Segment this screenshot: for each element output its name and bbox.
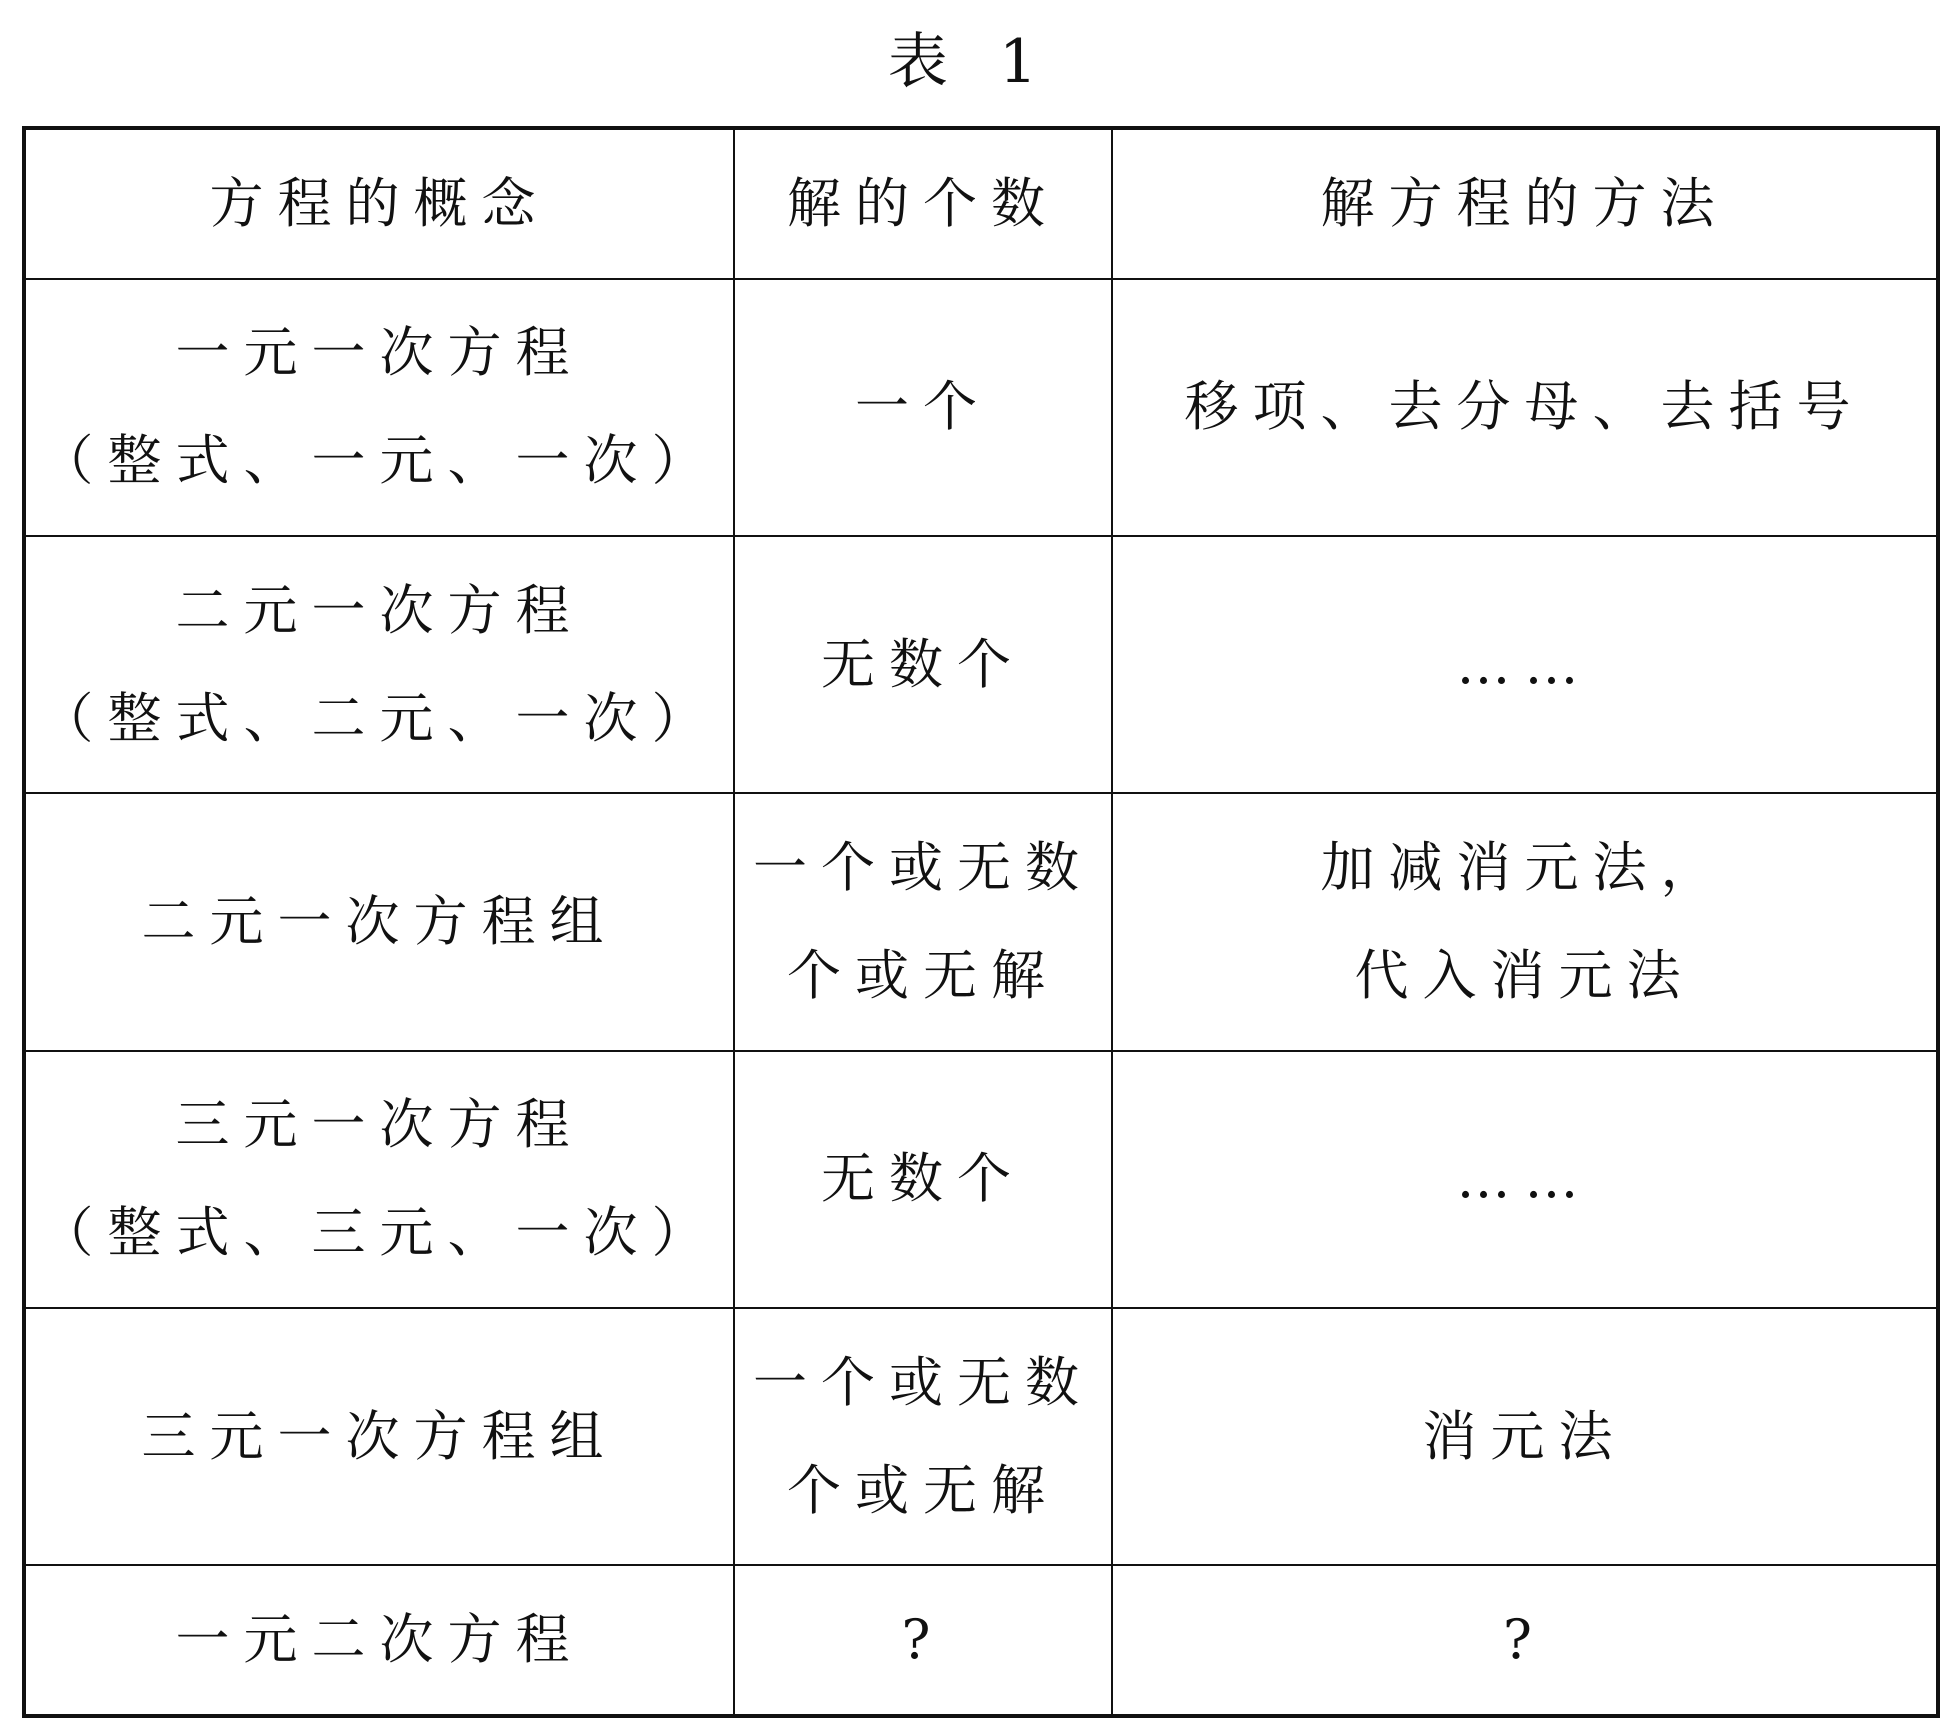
cell-count [734, 1565, 1112, 1716]
cell-line: 无数个 [821, 1147, 1025, 1211]
cell-line: ? [901, 1608, 945, 1672]
cell-method [1112, 1051, 1938, 1308]
cell-method [1112, 1308, 1938, 1565]
equation-summary-table [22, 126, 1940, 1718]
cell-line: 消元法 [1422, 1404, 1627, 1468]
cell-concept [24, 536, 734, 793]
table-row [24, 1308, 1938, 1565]
cell-concept [24, 793, 734, 1050]
cell-line: 一个或无数 [753, 835, 1093, 899]
cell-concept [24, 1565, 734, 1716]
table-row [24, 1565, 1938, 1716]
cell-line: 三元一次方程 [175, 1093, 584, 1157]
header-solution-method: 解方程的方法 [1112, 128, 1938, 279]
header-solution-count: 解的个数 [734, 128, 1112, 279]
cell-method [1112, 1565, 1938, 1716]
cell-count [734, 793, 1112, 1050]
cell-line: 三元一次方程组 [141, 1404, 618, 1468]
cell-line: （整式、二元、一次） [39, 686, 720, 750]
cell-concept [24, 1051, 734, 1308]
cell-line: 移项、去分母、去括号 [1184, 375, 1865, 439]
cell-line: 加减消元法， [1320, 835, 1729, 899]
cell-line: …… [1456, 632, 1593, 696]
cell-method [1112, 279, 1938, 536]
table-row [24, 279, 1938, 536]
cell-line: 代入消元法 [1354, 943, 1695, 1007]
cell-count [734, 536, 1112, 793]
cell-concept [24, 1308, 734, 1565]
table-row [24, 793, 1938, 1050]
cell-line: 个或无解 [787, 943, 1059, 1007]
cell-line: 一元一次方程 [175, 321, 584, 385]
cell-line: …… [1456, 1147, 1593, 1211]
cell-line: 无数个 [821, 632, 1025, 696]
header-concept: 方程的概念 [24, 128, 734, 279]
cell-line: ? [1503, 1608, 1546, 1672]
cell-line: 一元二次方程 [175, 1608, 584, 1672]
cell-method [1112, 793, 1938, 1050]
cell-line: 个或无解 [787, 1458, 1059, 1522]
table-header-row [24, 128, 1938, 279]
cell-method [1112, 536, 1938, 793]
cell-line: 二元一次方程组 [141, 889, 618, 953]
cell-line: 一个或无数 [753, 1350, 1093, 1414]
cell-count [734, 1051, 1112, 1308]
cell-concept [24, 279, 734, 536]
cell-count [734, 279, 1112, 536]
table-caption: 表 1 [887, 27, 1054, 97]
cell-count [734, 1308, 1112, 1565]
cell-line: 二元一次方程 [175, 578, 584, 642]
cell-line: （整式、三元、一次） [39, 1201, 720, 1265]
table-row [24, 1051, 1938, 1308]
cell-line: 一个 [855, 375, 991, 439]
cell-line: （整式、一元、一次） [39, 429, 720, 493]
table-row [24, 536, 1938, 793]
